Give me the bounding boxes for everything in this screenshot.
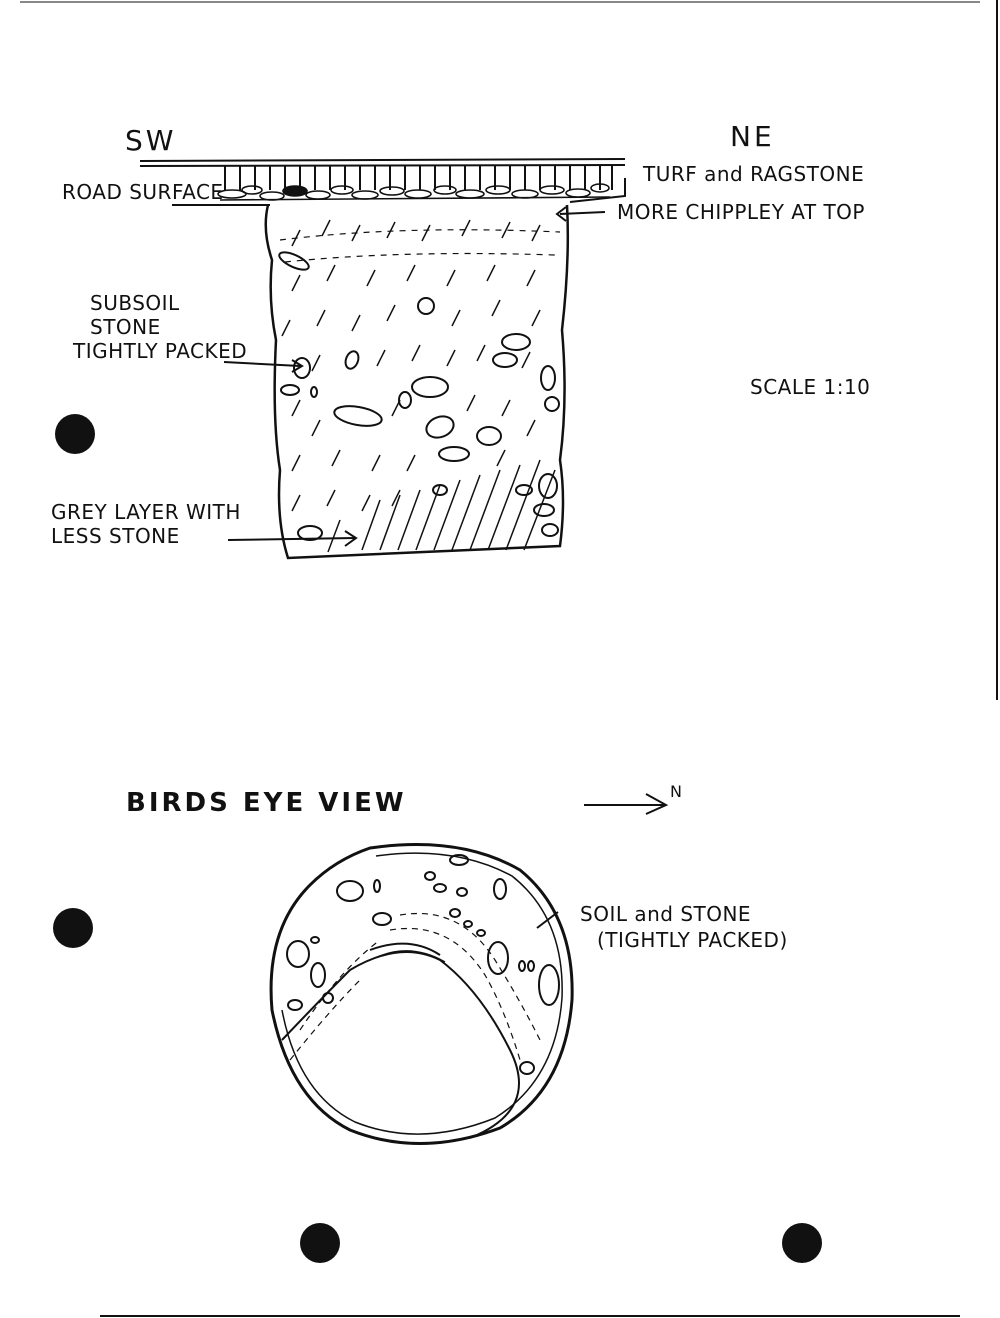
- orientation-ne: NE: [730, 120, 775, 153]
- turf-label: TURF and RAGSTONE: [643, 162, 865, 186]
- grey-layer-label-1: GREY LAYER WITH: [51, 500, 241, 524]
- north-label: N: [670, 782, 683, 801]
- grey-layer-label-2: LESS STONE: [51, 524, 180, 548]
- subsoil-label-2: STONE: [90, 315, 161, 339]
- birds-eye-title: BIRDS EYE VIEW: [126, 788, 407, 818]
- road-surface-label: ROAD SURFACE: [62, 180, 224, 204]
- plan-drawing: [271, 844, 572, 1143]
- chippley-label: MORE CHIPPLEY AT TOP: [617, 200, 865, 224]
- subsoil-label-3: TIGHTLY PACKED: [73, 339, 248, 363]
- scale-label: SCALE 1:10: [750, 375, 871, 399]
- soil-label-1: SOIL and STONE: [580, 902, 752, 926]
- soil-label-2: (TIGHTLY PACKED): [597, 928, 788, 952]
- arrow-right-icon: [584, 794, 666, 814]
- ragstone-band: [218, 184, 610, 200]
- grey-layer-hatching: [328, 460, 555, 552]
- subsoil-hatching: [282, 220, 540, 511]
- subsoil-label-1: SUBSOIL: [90, 291, 180, 315]
- orientation-sw: SW: [125, 124, 177, 157]
